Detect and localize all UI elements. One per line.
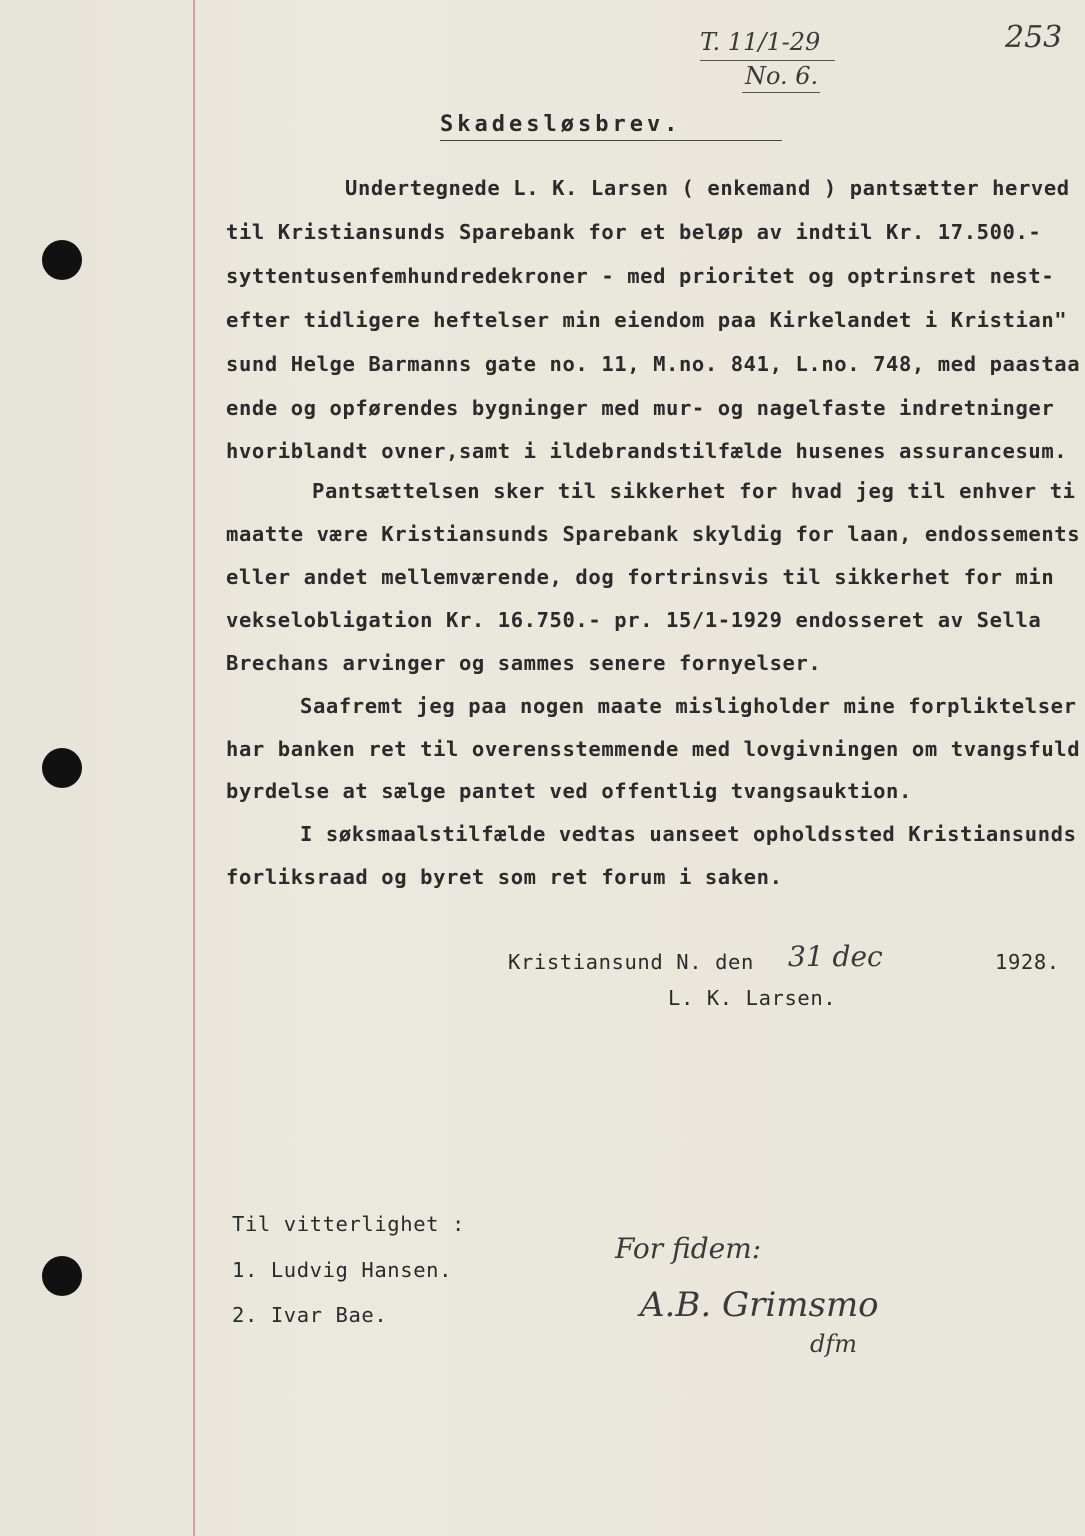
text-line: til Kristiansunds Sparebank for et beløp av indtil Kr. 17.500.- bbox=[226, 220, 1042, 244]
witness-item: 2. Ivar Bae. bbox=[232, 1303, 388, 1327]
text-line: maatte være Kristiansunds Sparebank skyldig for laan, endossements bbox=[226, 522, 1081, 546]
reference-number: T. 11/1-29 bbox=[700, 28, 821, 56]
handwritten-date: 31 dec bbox=[788, 940, 883, 973]
margin-line bbox=[193, 0, 195, 1536]
punch-hole-icon bbox=[42, 748, 82, 788]
text-line: efter tidligere heftelser min eiendom paa Kirkelandet i Kristian" bbox=[226, 308, 1068, 332]
year: 1928. bbox=[995, 950, 1060, 974]
attestation-label: For fidem: bbox=[615, 1232, 762, 1265]
text-line: har banken ret til overensstemmende med lovgivningen om tvangsfuld bbox=[226, 737, 1081, 761]
place-label: Kristiansund N. den bbox=[508, 950, 754, 974]
text-line: Saafremt jeg paa nogen maate misligholder mine forpliktelser bbox=[300, 694, 1077, 718]
text-line: Brechans arvinger og sammes senere fornyelser. bbox=[226, 651, 822, 675]
text-line: eller andet mellemværende, dog fortrinsvis til sikkerhet for min bbox=[226, 565, 1055, 589]
text-line: vekselobligation Kr. 16.750.- pr. 15/1-1929 endosseret av Sella bbox=[226, 608, 1042, 632]
page-number: 253 bbox=[1005, 20, 1063, 55]
text-line: syttentusenfemhundredekroner - med prioritet og optrinsret nest- bbox=[226, 264, 1055, 288]
punch-hole-icon bbox=[42, 1256, 82, 1296]
signatory-name: L. K. Larsen. bbox=[668, 986, 837, 1010]
attestation-suffix: dfm bbox=[810, 1330, 858, 1358]
witness-heading: Til vitterlighet : bbox=[232, 1212, 465, 1236]
text-line: sund Helge Barmanns gate no. 11, M.no. 841, L.no. 748, med paastaa bbox=[226, 352, 1081, 376]
text-line: ende og opførendes bygninger med mur- og nagelfaste indretninger bbox=[226, 396, 1055, 420]
witness-item: 1. Ludvig Hansen. bbox=[232, 1258, 453, 1282]
number-underline bbox=[742, 92, 820, 93]
reference-underline bbox=[700, 60, 835, 61]
text-line: forliksraad og byret som ret forum i saken. bbox=[226, 865, 783, 889]
attestation-signature: A.B. Grimsmo bbox=[640, 1285, 879, 1325]
title-underline bbox=[440, 140, 782, 141]
text-line: I søksmaalstilfælde vedtas uanseet opholdssted Kristiansunds bbox=[300, 822, 1077, 846]
text-line: byrdelse at sælge pantet ved offentlig tvangsauktion. bbox=[226, 779, 912, 803]
text-line: Undertegnede L. K. Larsen ( enkemand ) pantsætter herved bbox=[345, 176, 1070, 200]
punch-hole-icon bbox=[42, 240, 82, 280]
document-title: Skadesløsbrev. bbox=[440, 112, 682, 137]
document-number: No. 6. bbox=[745, 62, 819, 90]
text-line: Pantsættelsen sker til sikkerhet for hvad jeg til enhver ti bbox=[312, 479, 1076, 503]
text-line: hvoriblandt ovner,samt i ildebrandstilfælde husenes assurancesum. bbox=[226, 439, 1068, 463]
